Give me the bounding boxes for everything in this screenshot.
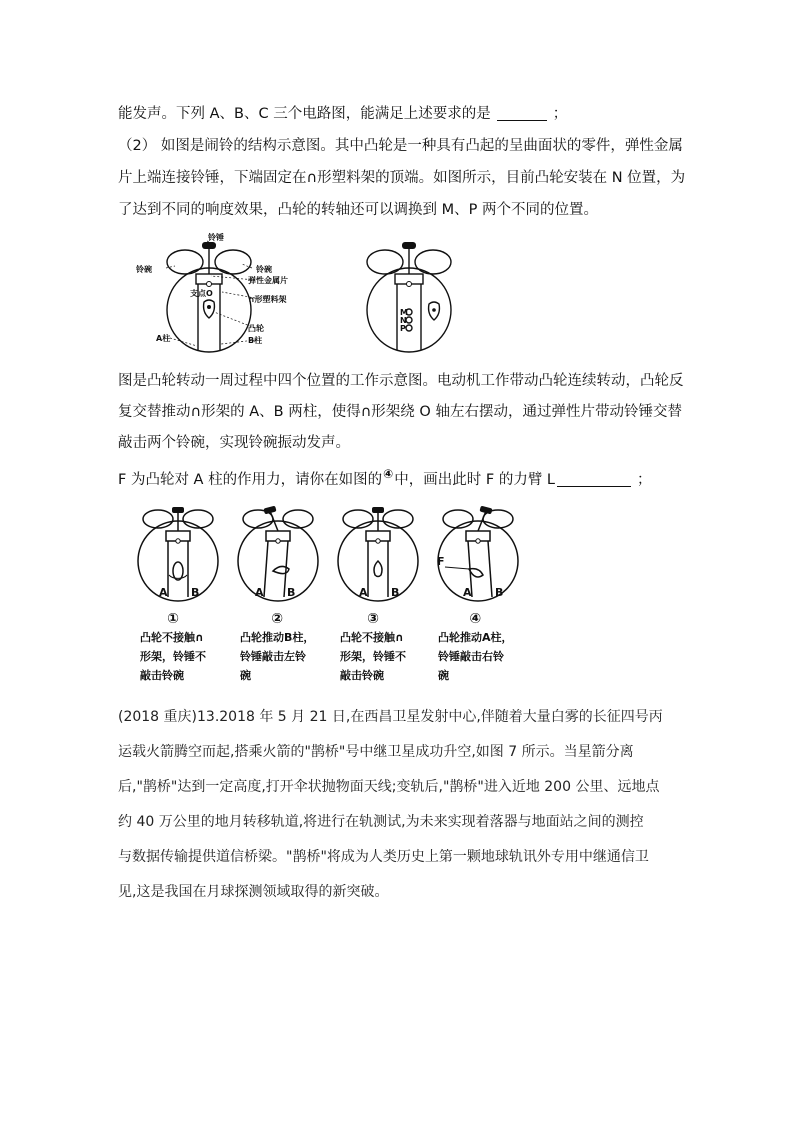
text-line: 与数据传输提供道信桥梁。"鹊桥"将成为人类历史上第一颗地球轨讯外专用中继通信卫: [118, 849, 649, 865]
label-frame: ∩形塑料架: [248, 295, 287, 304]
force-arm-blank[interactable]: [557, 468, 631, 487]
text-line: 复交替推动∩形架的 A、B 两柱，使得∩形架绕 O 轴左右摆动，通过弹性片带动铃锤交替: [118, 404, 682, 420]
answer-blank[interactable]: [497, 102, 547, 121]
position-p: P: [400, 324, 406, 333]
work-figure-4: [433, 505, 523, 605]
pillar-b-label: B: [191, 586, 200, 599]
label-pillar-a: A柱: [156, 334, 171, 343]
alarm-structure-figure: [130, 232, 300, 357]
label-bowl-left: 铃碗: [136, 265, 152, 274]
force-question-line: F 为凸轮对 A 柱的作用力，请你在如图的④中，画出此时 F 的力臂 L ；: [118, 459, 678, 496]
label-pivot: 支点O: [190, 289, 213, 298]
work-figure-1: [133, 505, 223, 605]
cam-positions-figure: [355, 232, 465, 357]
label-hammer: 铃锤: [208, 233, 224, 242]
pillar-b-label: B: [391, 586, 400, 599]
text-line: 见,这是我国在月球探测领域取得的新突破。: [118, 884, 389, 900]
text-line: (2018 重庆)13.2018 年 5 月 21 日,在西昌卫星发射中心,伴随着大量白雾的长征四号丙: [118, 709, 663, 725]
label-cam: 凸轮: [248, 324, 264, 333]
label-bowl-right: 铃碗: [256, 265, 272, 274]
pillar-a-label: A: [159, 586, 168, 599]
work-caption-2: ② 凸轮推动B柱， 铃锤敲击左铃 碗: [240, 611, 315, 682]
work-figure-3: [333, 505, 423, 605]
work-caption-4: ④ 凸轮推动A柱， 铃锤敲击右铃 碗: [438, 611, 513, 682]
force-f-label: F: [437, 555, 445, 568]
pillar-b-label: B: [287, 586, 296, 599]
text-line: 能发声。下列 A、B、C 三个电路图，能满足上述要求的是 ；: [118, 98, 678, 130]
work-caption-1: ① 凸轮不接触∩ 形架，铃锤不 敲击铃碗: [140, 611, 206, 682]
text-line: 运载火箭腾空而起,搭乘火箭的"鹊桥"号中继卫星成功升空,如图 7 所示。当星箭分离: [118, 744, 634, 760]
figure-number: ④: [469, 611, 482, 627]
position-m: M: [400, 308, 408, 317]
pillar-a-label: A: [463, 586, 472, 599]
text-line: 敲击两个铃碗，实现铃碗振动发声。: [118, 435, 350, 451]
figure-number: ②: [271, 611, 284, 627]
work-caption-3: ③ 凸轮不接触∩ 形架，铃锤不 敲击铃碗: [340, 611, 406, 682]
figure-number: ③: [367, 611, 379, 627]
text-line: （2） 如图是闹铃的结构示意图。其中凸轮是一种具有凸起的呈曲面状的零件，弹性金属: [118, 138, 683, 154]
text-line: 约 40 万公里的地月转移轨道,将进行在轨测试,为未来实现着落器与地面站之间的测控: [118, 814, 644, 830]
text-line: 后,"鹊桥"达到一定高度,打开伞状抛物面天线;变轨后,"鹊桥"进入近地 200 公里、远地点: [118, 779, 660, 795]
position-n: N: [400, 316, 407, 325]
text-line: 片上端连接铃锤，下端固定在∩形塑料架的顶端。如图所示，目前凸轮安装在 N 位置，为: [118, 170, 686, 186]
pillar-a-label: A: [255, 586, 264, 599]
work-figure-2: [233, 505, 323, 605]
question-part3: [118, 366, 684, 496]
text-line: 图是凸轮转动一周过程中四个位置的工作示意图。电动机工作带动凸轮连续转动，凸轮反: [118, 373, 684, 389]
text-line: 了达到不同的响度效果，凸轮的转轴还可以调换到 M、P 两个不同的位置。: [118, 202, 598, 218]
pillar-a-label: A: [359, 586, 368, 599]
pillar-b-label: B: [495, 586, 504, 599]
question-13: [118, 700, 688, 910]
question-part1: [118, 98, 678, 130]
question-part2: [118, 130, 686, 226]
label-pillar-b: B柱: [248, 336, 263, 345]
label-spring: 弹性金属片: [248, 276, 288, 285]
figure-number: ①: [167, 611, 179, 627]
circled-number: ④: [383, 467, 394, 481]
